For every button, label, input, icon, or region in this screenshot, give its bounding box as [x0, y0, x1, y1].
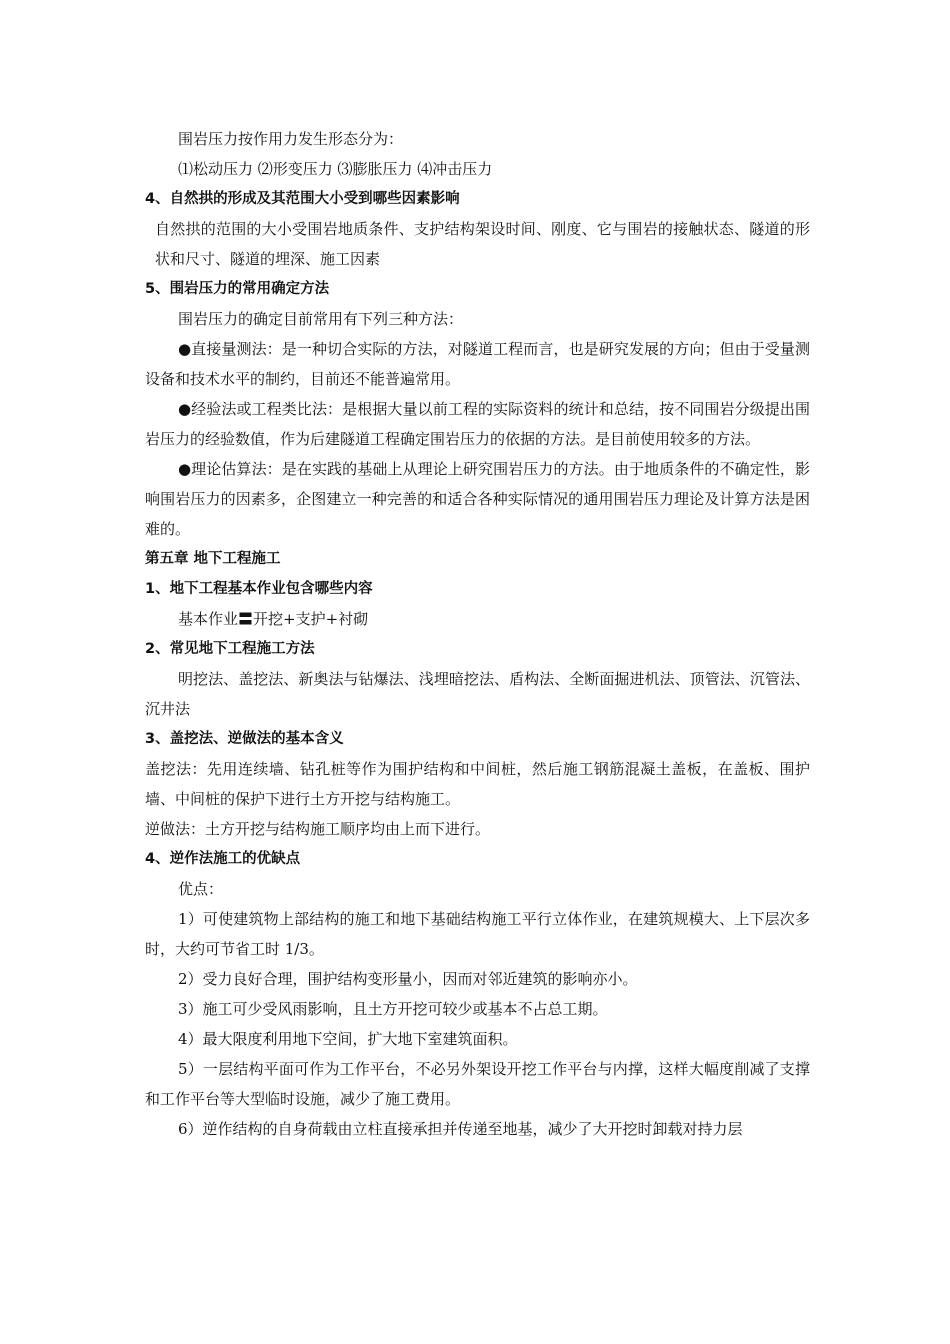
chapter-heading: 第五章 地下工程施工	[145, 551, 281, 567]
section-heading: 4、自然拱的形成及其范围大小受到哪些因素影响	[145, 191, 460, 207]
paragraph: 逆做法：土方开挖与结构施工顺序均由上而下进行。	[145, 820, 491, 838]
bullet-paragraph: ●直接量测法：是一种切合实际的方法，对隧道工程而言，也是研究发展的方向；但由于受量测设备和技术水平的制约，目前还不能普遍常用。	[145, 340, 810, 388]
document-body	[145, 124, 810, 1144]
list-item: 2）受力良好合理，围护结构变形量小，因而对邻近建筑的影响亦小。	[178, 970, 638, 988]
section-heading: 2、常见地下工程施工方法	[145, 641, 315, 657]
section-heading: 5、围岩压力的常用确定方法	[145, 281, 330, 297]
section-heading: 1、地下工程基本作业包含哪些内容	[145, 581, 373, 597]
paragraph: ⑴松动压力 ⑵形变压力 ⑶膨胀压力 ⑷冲击压力	[178, 160, 493, 178]
paragraph: 优点：	[178, 880, 224, 898]
section-heading: 4、逆作法施工的优缺点	[145, 851, 301, 867]
bullet-paragraph: ●经验法或工程类比法：是根据大量以前工程的实际资料的统计和总结，按不同围岩分级提出围岩压力的经验数值，作为后建隧道工程确定围岩压力的依据的方法。是目前使用较多的方法。	[145, 400, 810, 448]
list-item: 1）可使建筑物上部结构的施工和地下基础结构施工平行立体作业，在建筑规模大、上下层次多时，大约可节省工时 1/3。	[145, 910, 810, 958]
paragraph: 自然拱的范围的大小受围岩地质条件、支护结构架设时间、刚度、它与围岩的接触状态、隧道的形状和尺寸、隧道的埋深、施工因素	[155, 220, 810, 268]
paragraph: 盖挖法：先用连续墙、钻孔桩等作为围护结构和中间桩，然后施工钢筋混凝土盖板，在盖板、围护墙、中间桩的保护下进行土方开挖与结构施工。	[145, 760, 810, 808]
paragraph: 基本作业〓开挖+支护+衬砌	[178, 610, 369, 628]
list-item: 4）最大限度利用地下空间，扩大地下室建筑面积。	[178, 1030, 518, 1048]
paragraph: 围岩压力的确定目前常用有下列三种方法：	[178, 310, 464, 328]
section-heading: 3、盖挖法、逆做法的基本含义	[145, 731, 344, 747]
list-item: 5）一层结构平面可作为工作平台，不必另外架设开挖工作平台与内撑，这样大幅度削减了支撑和工作平台等大型临时设施，减少了施工费用。	[145, 1060, 810, 1108]
list-item: 3）施工可少受风雨影响，且土方开挖可较少或基本不占总工期。	[178, 1000, 608, 1018]
bullet-paragraph: ●理论估算法：是在实践的基础上从理论上研究围岩压力的方法。由于地质条件的不确定性，影响围岩压力的因素多，企图建立一种完善的和适合各种实际情况的通用围岩压力理论及计算方法是困难的。	[145, 460, 810, 538]
list-item: 6）逆作结构的自身荷载由立柱直接承担并传递至地基，减少了大开挖时卸载对持力层	[178, 1120, 743, 1138]
paragraph: 围岩压力按作用力发生形态分为：	[178, 130, 404, 148]
paragraph: 明挖法、盖挖法、新奥法与钻爆法、浅埋暗挖法、盾构法、全断面掘进机法、顶管法、沉管法、沉井法	[145, 670, 810, 718]
